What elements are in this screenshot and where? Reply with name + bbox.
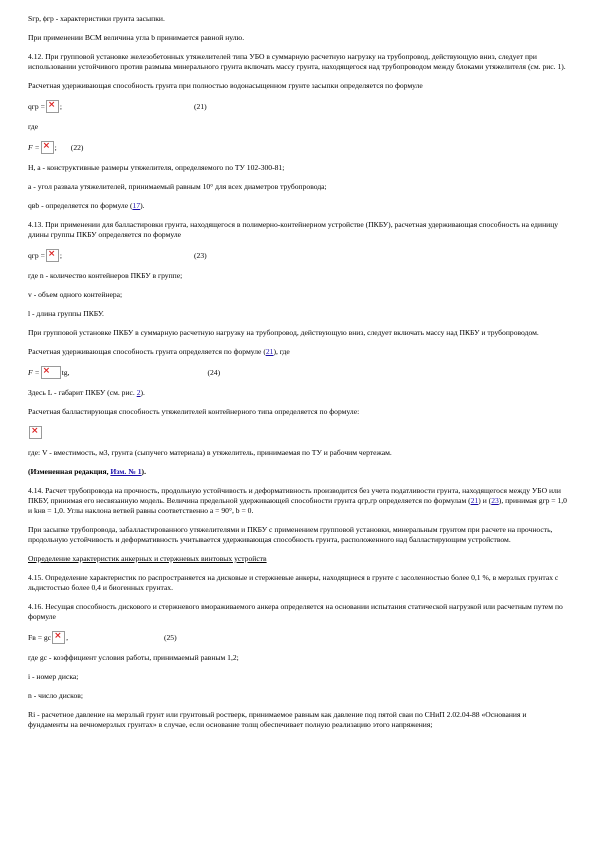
formula-23 (28, 249, 568, 262)
paragraph-text: ). (140, 388, 145, 397)
paragraph: H, a - конструктивные размеры утяжелителя, определяемого по ТУ 102-300-81; (28, 163, 285, 172)
formula-link[interactable]: 21 (470, 496, 479, 505)
formula-suffix: , (66, 632, 68, 642)
paragraph (28, 388, 568, 398)
paragraph-text: (Измененная редакция, (28, 467, 111, 476)
paragraph: v - объем одного контейнера; (28, 290, 123, 299)
formula-unnumbered (28, 426, 568, 439)
broken-image-icon: × (46, 249, 59, 262)
paragraph: Расчетная удерживающая способность грунта при полностью водонасыщенном грунте засыпки определяется по формуле (28, 81, 423, 90)
paragraph: При применении ВСМ величина угла b принимается равной нулю. (28, 33, 245, 42)
formula-link[interactable]: 17 (132, 201, 141, 210)
formula-lhs: Fв = gc (28, 632, 52, 642)
paragraph-text: Здесь L - габарит ПКБУ (см. рис. (28, 388, 137, 397)
document-page (28, 14, 568, 739)
paragraph-text: 4.14. Расчет трубопровода на прочность, продольную устойчивость и деформативность производится без учета податливости грунта, находящегося между УБО или ПКБУ, принимая его несвязанную модель. Величина предельной удерживающей способности грунта qгр,гр определяется по формулам ( (28, 486, 561, 505)
paragraph: Sгр, ϕгр - характеристики грунта засыпки. (28, 14, 165, 23)
paragraph-text: qвb - определяется по формуле ( (28, 201, 133, 210)
formula-suffix: ; (59, 250, 63, 260)
paragraph: 4.13. При применении для балластировки грунта, находящегося в полимерно-контейнерном устройстве (ПКБУ), расчетная удерживающая способность на единицу длины группы ПКБУ определяется по формуле (28, 220, 559, 239)
paragraph: n - число дисков; (28, 691, 83, 700)
amendment-link[interactable]: Изм. № 1 (110, 467, 142, 476)
broken-image-icon: × (52, 631, 65, 644)
paragraph-text: ), где (273, 347, 290, 356)
formula-lhs: qгр = (28, 250, 45, 260)
paragraph (28, 52, 568, 72)
formula-suffix: tg, (61, 367, 70, 377)
formula-lhs: qгр = (28, 101, 45, 111)
formula-suffix: ; (59, 101, 63, 111)
broken-image-icon: × (41, 141, 54, 154)
paragraph: где (28, 122, 38, 131)
paragraph-text: ). (141, 467, 146, 476)
formula-lhs: F = (28, 142, 40, 152)
paragraph (28, 347, 568, 357)
figure-link[interactable]: 2 (136, 388, 141, 397)
paragraph (28, 486, 568, 516)
broken-image-icon: × (29, 426, 42, 439)
paragraph: a - угол развала утяжелителей, принимаемый равным 10° для всех диаметров трубопровода; (28, 182, 327, 191)
formula-link[interactable]: 21 (265, 347, 274, 356)
paragraph-text: ) и ( (478, 496, 492, 505)
broken-image-icon: × (41, 366, 61, 379)
paragraph: где n - количество контейнеров ПКБУ в группе; (28, 271, 183, 280)
formula-suffix: ; (54, 142, 57, 152)
paragraph (28, 201, 568, 211)
formula-number: (21) (194, 101, 207, 111)
formula-number: (25) (163, 632, 177, 642)
paragraph: где gc - коэффициент условия работы, принимаемый равным 1,2; (28, 653, 239, 662)
formula-number: (23) (194, 250, 207, 260)
paragraph-text: 4.12. При групповой установке железобетонных утяжелителей типа УБО в суммарную расчетную нагрузку на трубопровод, действующую вниз, следует при использовании устойчивого против размыва минерального грунта включать массу грунта, находящегося над трубопроводом между блоками утяжелителя (см. рис. 1). (28, 52, 566, 71)
broken-image-icon: × (46, 100, 59, 113)
paragraph-text: ), принимая gгр = 1,0 и kнв = 1,0. Углы наклона ветвей равны соответственно a = 90°, b = 0. (28, 496, 567, 515)
paragraph (28, 467, 568, 477)
paragraph: При засыпке трубопровода, забалластированного утяжелителями и ПКБУ с применением групповой установки, минеральным грунтом при расчете на прочность, продольную устойчивость и деформативность учитывается удерживающая способность грунта, расположенного над балластирующим устройством. (28, 525, 553, 544)
paragraph-text: ). (140, 201, 145, 210)
paragraph: l - длина группы ПКБУ. (28, 309, 104, 318)
paragraph: 4.15. Определение характеристик по распространяется на дисковые и стержневые анкеры, находящиеся в грунте с засоленностью более 0,1 %, в мерзлых грунтах с льдистостью более 0,4 и биогенных грунтах. (28, 573, 559, 592)
formula-24 (28, 366, 568, 379)
formula-number: (24) (207, 367, 221, 377)
formula-21 (28, 100, 568, 113)
formula-25 (28, 631, 568, 644)
formula-link[interactable]: 23 (491, 496, 499, 505)
paragraph: i - номер диска; (28, 672, 79, 681)
paragraph-text: Расчетная удерживающая способность грунта определяется по формуле ( (28, 347, 266, 356)
paragraph: где: V - вместимость, м3, грунта (сыпучего материала) в утяжелитель, принимаемая по ТУ и рабочим чертежам. (28, 448, 392, 457)
formula-lhs: F = (28, 367, 40, 377)
formula-22 (28, 141, 568, 154)
paragraph: При групповой установке ПКБУ в суммарную расчетную нагрузку на трубопровод, действующую вниз, следует включать массу над ПКБУ и трубопроводом. (28, 328, 539, 337)
paragraph: 4.16. Несущая способность дискового и стержневого вмораживаемого анкера определяется на основании испытания статической нагрузкой или расчетным путем по формуле (28, 602, 563, 621)
paragraph: Расчетная балластирующая способность утяжелителей контейнерного типа определяется по формуле: (28, 407, 360, 416)
paragraph: Ri - расчетное давление на мерзлый грунт или грунтовый ростверк, принимаемое равным как давление под пятой сваи по СНиП 2.02.04-88 «Основания и фундаменты на вечномерзлых грунтах» в случае, если основание толщ обеспечивает полную реализацию этого напряжения; (28, 710, 527, 729)
formula-number: (22) (70, 142, 84, 152)
section-heading: Определение характеристик анкерных и стержневых винтовых устройств (28, 554, 267, 563)
